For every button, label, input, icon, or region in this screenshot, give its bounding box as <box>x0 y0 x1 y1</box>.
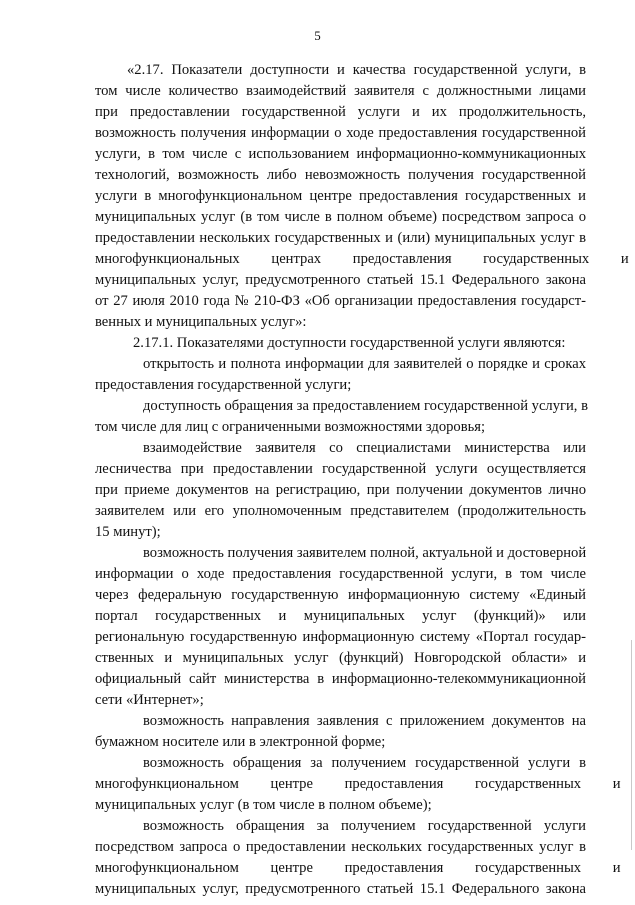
text-line: взаимодействие заявителя со специалистами министерства или <box>143 440 586 456</box>
text-line: муниципальных услуг, предусмотренного статьей 15.1 Федерального закона <box>95 272 586 288</box>
text-line: ственных и муниципальных услуг (функций) Новгородской области» и <box>95 650 586 666</box>
text-line: «2.17. Показатели доступности и качества государственной услуги, в <box>127 62 586 78</box>
text-line: возможность направления заявления с приложением документов на <box>143 713 586 729</box>
text-line: возможность обращения за получением государственной услуги <box>143 818 586 834</box>
text-line: муниципальных услуг, предусмотренного статьей 15.1 Федерального закона <box>95 881 586 897</box>
text-line: услуги, в том числе с использованием информационно-коммуникационных <box>95 146 586 162</box>
text-line: многофункциональных центрах предоставления государственных и <box>95 251 629 267</box>
text-line: региональную государственную информационную систему «Портал государ- <box>95 629 586 645</box>
text-line: многофункциональном центре предоставления государственных и <box>95 776 621 792</box>
page-number: 5 <box>314 28 321 43</box>
text-line: 2.17.1. Показателями доступности государственной услуги являются: <box>133 335 566 351</box>
text-line: доступность обращения за предоставлением государственной услуги, в <box>143 398 588 414</box>
text-line: при предоставлении государственной услуги и их продолжительность, <box>95 104 586 120</box>
text-line: от 27 июля 2010 года № 210-ФЗ «Об организации предоставления государст- <box>95 293 586 309</box>
text-line: возможность получения заявителем полной, актуальной и достоверной <box>143 545 587 561</box>
text-line: венных и муниципальных услуг»: <box>95 314 307 330</box>
text-line: заявителем или его уполномоченным представителем (продолжительность <box>95 503 586 519</box>
text-line: многофункциональном центре предоставления государственных и <box>95 860 621 876</box>
text-line: портал государственных и муниципальных услуг (функций)» или <box>95 608 586 624</box>
text-line: предоставлении нескольких государственных и (или) муниципальных услуг в <box>95 230 586 246</box>
text-line: сети «Интернет»; <box>95 692 204 708</box>
text-line: технологий, возможность либо невозможность получения государственной <box>95 167 586 183</box>
text-line: официальный сайт министерства в информационно-телекоммуникационной <box>95 671 586 687</box>
text-line: через федеральную государственную информационную систему «Единый <box>95 587 586 603</box>
document-body <box>0 60 635 897</box>
scan-edge-line <box>631 640 632 850</box>
text-line: том числе для лиц с ограниченными возможностями здоровья; <box>95 419 486 435</box>
text-line: возможность получения информации о ходе предоставления государственной <box>95 125 586 141</box>
text-line: бумажном носителе или в электронной форме; <box>95 734 386 750</box>
text-line: открытость и полнота информации для заявителей о порядке и сроках <box>143 356 586 372</box>
text-line: услуги в многофункциональном центре предоставления государственных и <box>95 188 586 204</box>
text-line: муниципальных услуг (в том числе в полном объеме); <box>95 797 432 813</box>
text-line: предоставления государственной услуги; <box>95 377 352 393</box>
text-line: при приеме документов на регистрацию, при получении документов лично <box>95 482 586 498</box>
text-line: возможность обращения за получением государственной услуги в <box>143 755 586 771</box>
text-line: посредством запроса о предоставлении нескольких государственных услуг в <box>95 839 586 855</box>
text-line: том числе количество взаимодействий заявителя с должностными лицами <box>95 83 586 99</box>
text-line: лесничества при предоставлении государственной услуги осуществляется <box>95 461 586 477</box>
text-line: муниципальных услуг (в том числе в полном объеме) посредством запроса о <box>95 209 586 225</box>
text-line: 15 минут); <box>95 524 161 540</box>
text-line: информации о ходе предоставления государственной услуги, в том числе <box>95 566 586 582</box>
